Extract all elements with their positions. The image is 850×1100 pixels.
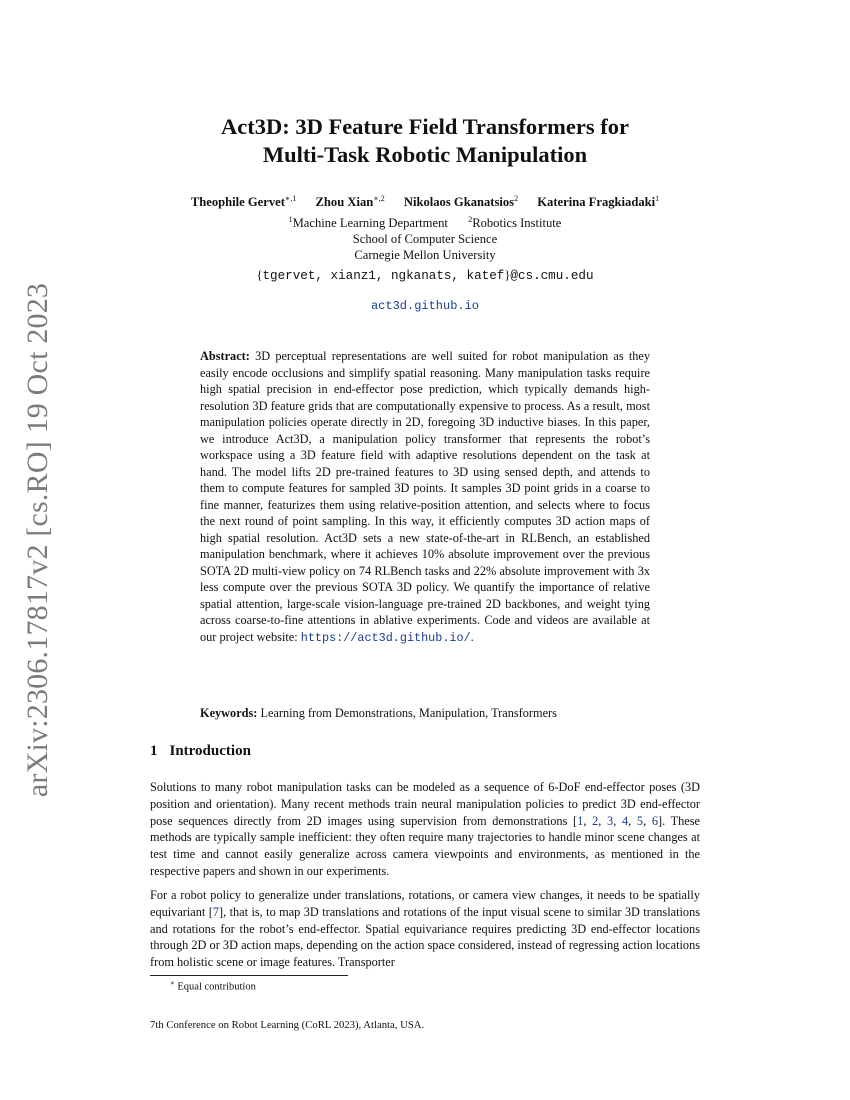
author: Zhou Xian$^{∗,2}$ [315,194,385,210]
citation-link[interactable]: 2 [592,813,599,828]
arxiv-identifier-stamp: arXiv:2306.17817v2 [cs.RO] 19 Oct 2023 [21,282,54,798]
footnote-text: Equal contribution [177,981,256,993]
abstract: Abstract: 3D perceptual representations are well suited for robot manipulation as they easily encode occlusions and simplify spatial reasoning. Many manipulation tasks require high spatial precision in end-effector pose prediction, which typically demands high-resolution 3D feature grids that are computationally expensive to process. As a result, most manipulation policies operate directly in 2D, foregoing 3D inductive biases. In this paper, we introduce Act3D, a manipulation policy transformer that represents the robot’s workspace using a 3D feature field with adaptive resolutions dependent on the task at hand. The model lifts 2D pre-trained features to 3D using sensed depth, and attends to them to compute features for sampled 3D points. It samples 3D point grids in a coarse to fine manner, featurizes them using relative-position attention, and selects where to focus the next round of point sampling. In this way, it efficiently computes 3D action maps of high spatial resolution. Act3D sets a new state-of-the-art in RLBench, an established manipulation benchmark, where it achieves 10% absolute improvement over the previous SOTA 2D multi-view policy on 74 RLBench tasks and 22% absolute improvement with 3x less compute over the previous SOTA 3D policy. We quantify the importance of relative spatial attention, large-scale vision-language pre-trained 2D backbones, and weight tying across coarse-to-fine attentions in ablative experiments. Code and videos are available at our project website: https://act3d.github.io/. [200,349,650,645]
venue-note: 7th Conference on Robot Learning (CoRL 2023), Atlanta, USA. [150,1019,425,1031]
affiliation-school: School of Computer Science [352,232,498,246]
author: Nikolaos Gkanatsios$^2$ [403,194,519,210]
keywords-text: Learning from Demonstrations, Manipulation, Transformers [260,706,557,720]
section-number: 1 [150,743,158,759]
footnote [170,979,256,993]
citation-link[interactable]: 1 [577,813,584,828]
project-link [0,298,850,313]
affiliation-university: Carnegie Mellon University [354,248,496,262]
abstract-website-link[interactable]: https://act3d.github.io/ [300,630,471,645]
project-url-link[interactable]: act3d.github.io [370,299,480,313]
intro-paragraph-1: Solutions to many robot manipulation tasks can be modeled as a sequence of 6-DoF end-effector poses (3D position and orientation). Many recent methods train neural manipulation policies to predict 3D end-effector pose sequences directly from 2D images using supervision from demonstrations [1, 2, 3, 4, 5, 6]. These methods are typically sample inefficient: they often require many trajectories to handle minor scene changes at test time and cannot easily generalize across camera viewpoints and environments, as mentioned in the respective papers and shown in our experiments. [150,780,701,878]
abstract-text: 3D perceptual representations are well suited for robot manipulation as they easily encode occlusions and simplify spatial reasoning. Many manipulation tasks require high spatial precision in end-effector pose prediction, which typically demands high-resolution 3D feature grids that are computationally expensive to process. As a result, most manipulation policies operate directly in 2D, foregoing 3D inductive biases. In this paper, we introduce Act3D, a manipulation policy transformer that represents the robot’s workspace using a 3D feature field with adaptive resolutions dependent on the task at hand. The model lifts 2D pre-trained features to 3D using sensed depth, and attends to them to compute features for sampled 3D points. It samples 3D point grids in a coarse to fine manner, featurizes them using relative-position attention, and selects where to focus the next round of point sampling. In this way, it efficiently computes 3D action maps of high spatial resolution. Act3D sets a new state-of-the-art in RLBench, an established manipulation benchmark, where it achieves 10% absolute improvement over the previous SOTA 2D multi-view policy on 74 RLBench tasks and 22% absolute improvement with 3x less compute over the previous SOTA 3D policy. We quantify the importance of relative spatial attention, large-scale vision-language pre-trained 2D backbones, and weight tying across coarse-to-fine attentions in ablative experiments. Code and videos are available at our project website: [200,349,650,644]
author: Katerina Fragkiadaki$^1$ [537,194,660,210]
author-list [0,194,850,210]
citation-link[interactable]: 3 [607,813,614,828]
keywords [200,706,650,721]
author: Theophile Gervet$^{∗,1}$ [190,194,297,210]
abstract-label: Abstract: [200,349,250,363]
keywords-label: Keywords: [200,706,258,720]
title-line-2: Multi-Task Robotic Manipulation [262,142,588,167]
citation-link[interactable]: 7 [212,904,219,919]
title-line-1: Act3D: 3D Feature Field Transformers for [220,114,629,139]
affiliation-departments: $^1$Machine Learning Department $^2$Robotics Institute [288,215,562,231]
intro-paragraph-2: For a robot policy to generalize under translations, rotations, or camera view changes, it needs to be spatially equivariant [7], that is, to map 3D translations and rotations of the input visual scene to similar 3D translations and rotations for the robot’s end-effector. Spatial equivariance requires predicting 3D end-effector locations through 2D or 3D action maps, depending on the action space considered, instead of regressing action locations from holistic scene or image features. Transporter [150,888,701,970]
footnote-mark: ∗ [170,979,175,987]
paper-title [150,113,700,169]
citation-link[interactable]: 4 [621,813,629,828]
author-emails: {tgervet, xianz1, ngkanats, katef}@cs.cmu.edu [256,268,594,283]
section-heading [150,743,251,760]
footnote-divider [150,975,348,976]
section-title: Introduction [169,743,251,759]
citation-link[interactable]: 5 [636,813,644,828]
citation-link[interactable]: 6 [651,813,658,828]
